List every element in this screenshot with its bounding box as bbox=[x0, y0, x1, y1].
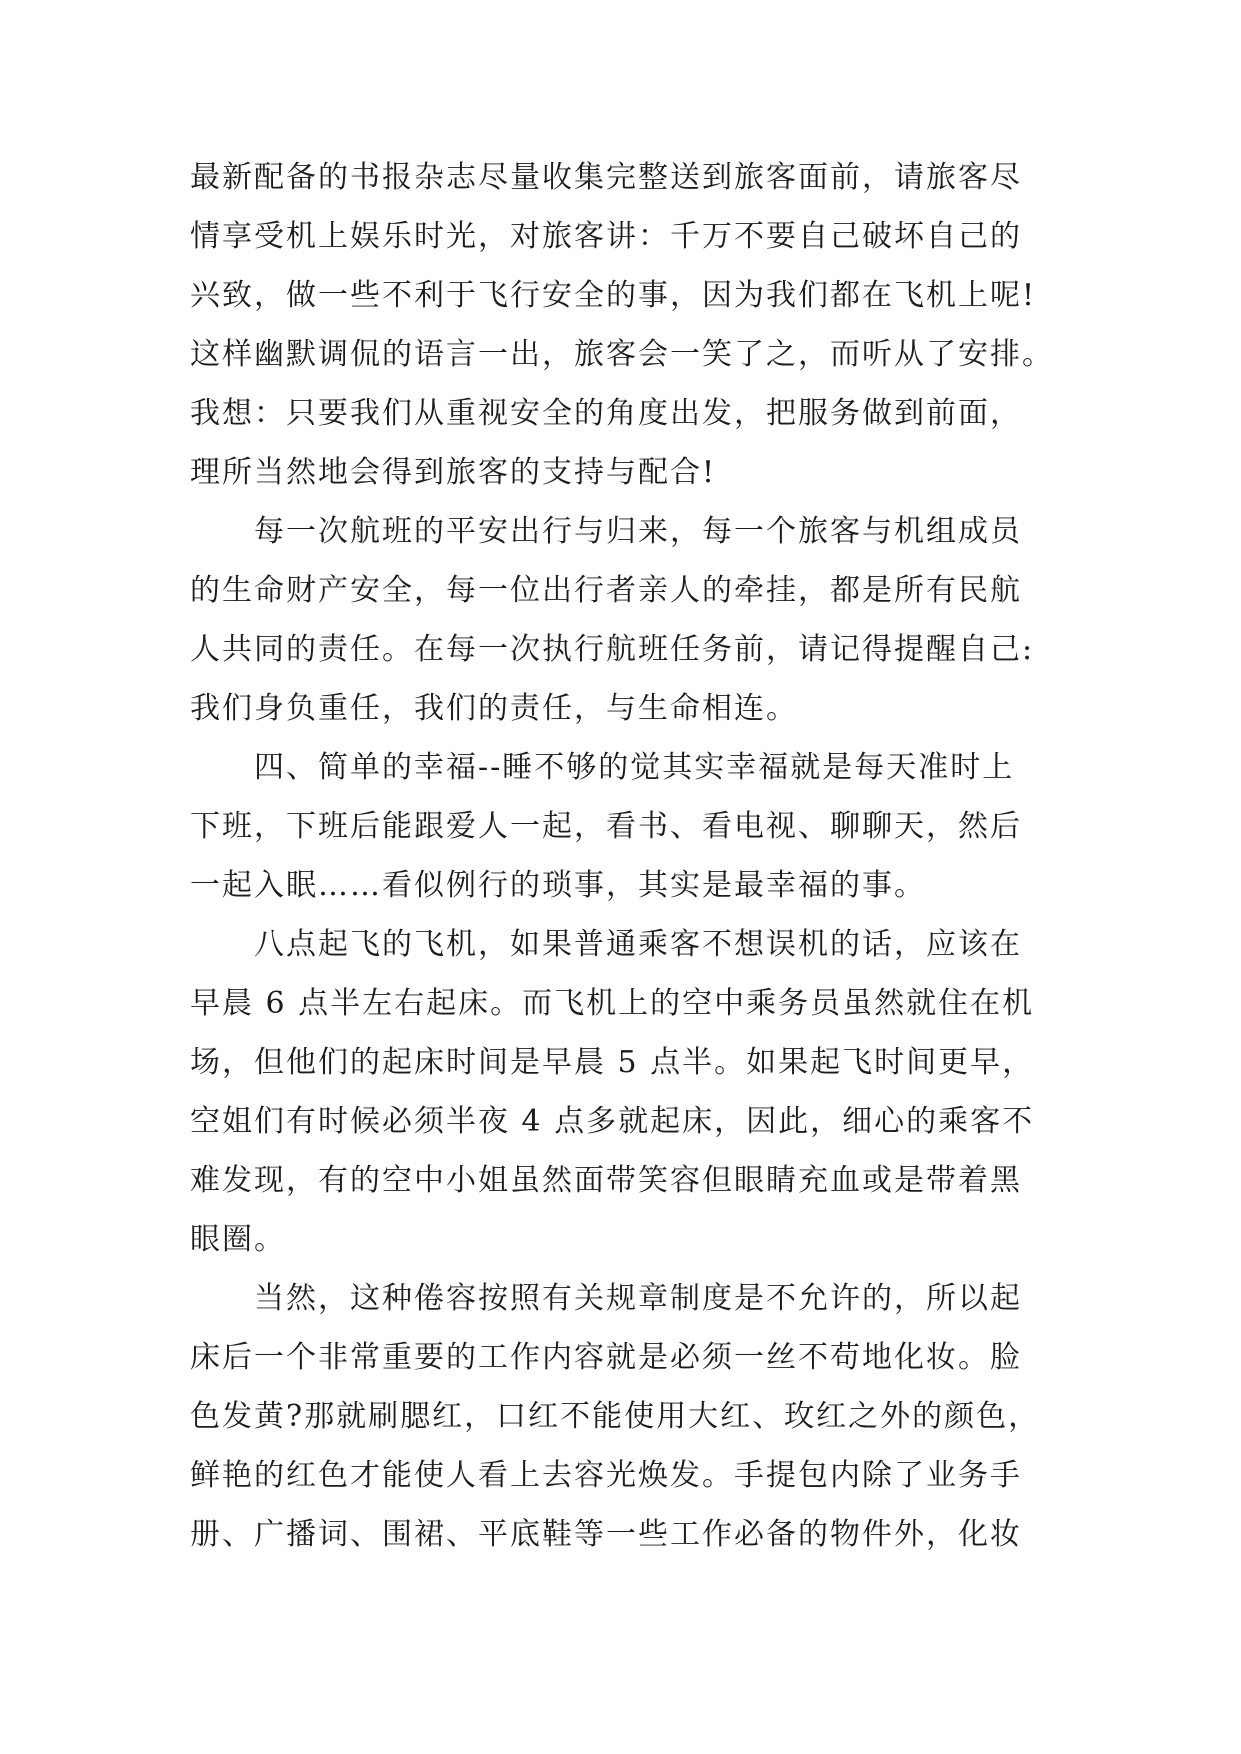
text-line-20: 当然，这种倦容按照有关规章制度是不允许的，所以起 bbox=[190, 1281, 1022, 1316]
text-line-2: 情享受机上娱乐时光，对旅客讲：千万不要自己破坏自己的 bbox=[190, 219, 1022, 254]
text-line-22: 色发黄?那就刷腮红，口红不能使用大红、玫红之外的颜色， bbox=[190, 1399, 1041, 1434]
text-line-3: 兴致，做一些不利于飞行安全的事，因为我们都在飞机上呢! bbox=[190, 278, 1037, 313]
text-line-21: 床后一个非常重要的工作内容就是必须一丝不苟地化妆。脸 bbox=[190, 1340, 1022, 1375]
text-line-19: 眼圈。 bbox=[190, 1222, 286, 1257]
text-line-23: 鲜艳的红色才能使人看上去容光焕发。手提包内除了业务手 bbox=[190, 1458, 1022, 1493]
text-line-18: 难发现，有的空中小姐虽然面带笑容但眼睛充血或是带着黑 bbox=[190, 1163, 1022, 1198]
text-line-24: 册、广播词、围裙、平底鞋等一些工作必备的物件外，化妆 bbox=[190, 1517, 1022, 1552]
text-line-10: 我们身负重任，我们的责任，与生命相连。 bbox=[190, 691, 798, 726]
text-line-14: 八点起飞的飞机，如果普通乘客不想误机的话，应该在 bbox=[190, 927, 1022, 962]
text-line-4: 这样幽默调侃的语言一出，旅客会一笑了之，而听从了安排。 bbox=[190, 337, 1054, 372]
text-line-5: 我想：只要我们从重视安全的角度出发，把服务做到前面， bbox=[190, 396, 1022, 431]
text-line-1: 最新配备的书报杂志尽量收集完整送到旅客面前，请旅客尽 bbox=[190, 160, 1022, 195]
text-line-7: 每一次航班的平安出行与归来，每一个旅客与机组成员 bbox=[190, 514, 1022, 549]
text-line-12: 下班，下班后能跟爱人一起，看书、看电视、聊聊天，然后 bbox=[190, 809, 1022, 844]
text-line-8: 的生命财产安全，每一位出行者亲人的牵挂，都是所有民航 bbox=[190, 573, 1022, 608]
text-line-11: 四、简单的幸福--睡不够的觉其实幸福就是每天准时上 bbox=[190, 750, 1015, 785]
text-line-17: 空姐们有时候必须半夜 4 点多就起床，因此，细心的乘客不 bbox=[190, 1104, 1035, 1139]
text-line-16: 场，但他们的起床时间是早晨 5 点半。如果起飞时间更早， bbox=[190, 1045, 1035, 1080]
document-body bbox=[190, 148, 1052, 1564]
text-line-6: 理所当然地会得到旅客的支持与配合! bbox=[190, 455, 717, 490]
text-line-9: 人共同的责任。在每一次执行航班任务前，请记得提醒自己: bbox=[190, 632, 1035, 667]
text-line-13: 一起入眠……看似例行的琐事，其实是最幸福的事。 bbox=[190, 868, 926, 903]
text-line-15: 早晨 6 点半左右起床。而飞机上的空中乘务员虽然就住在机 bbox=[190, 986, 1035, 1021]
